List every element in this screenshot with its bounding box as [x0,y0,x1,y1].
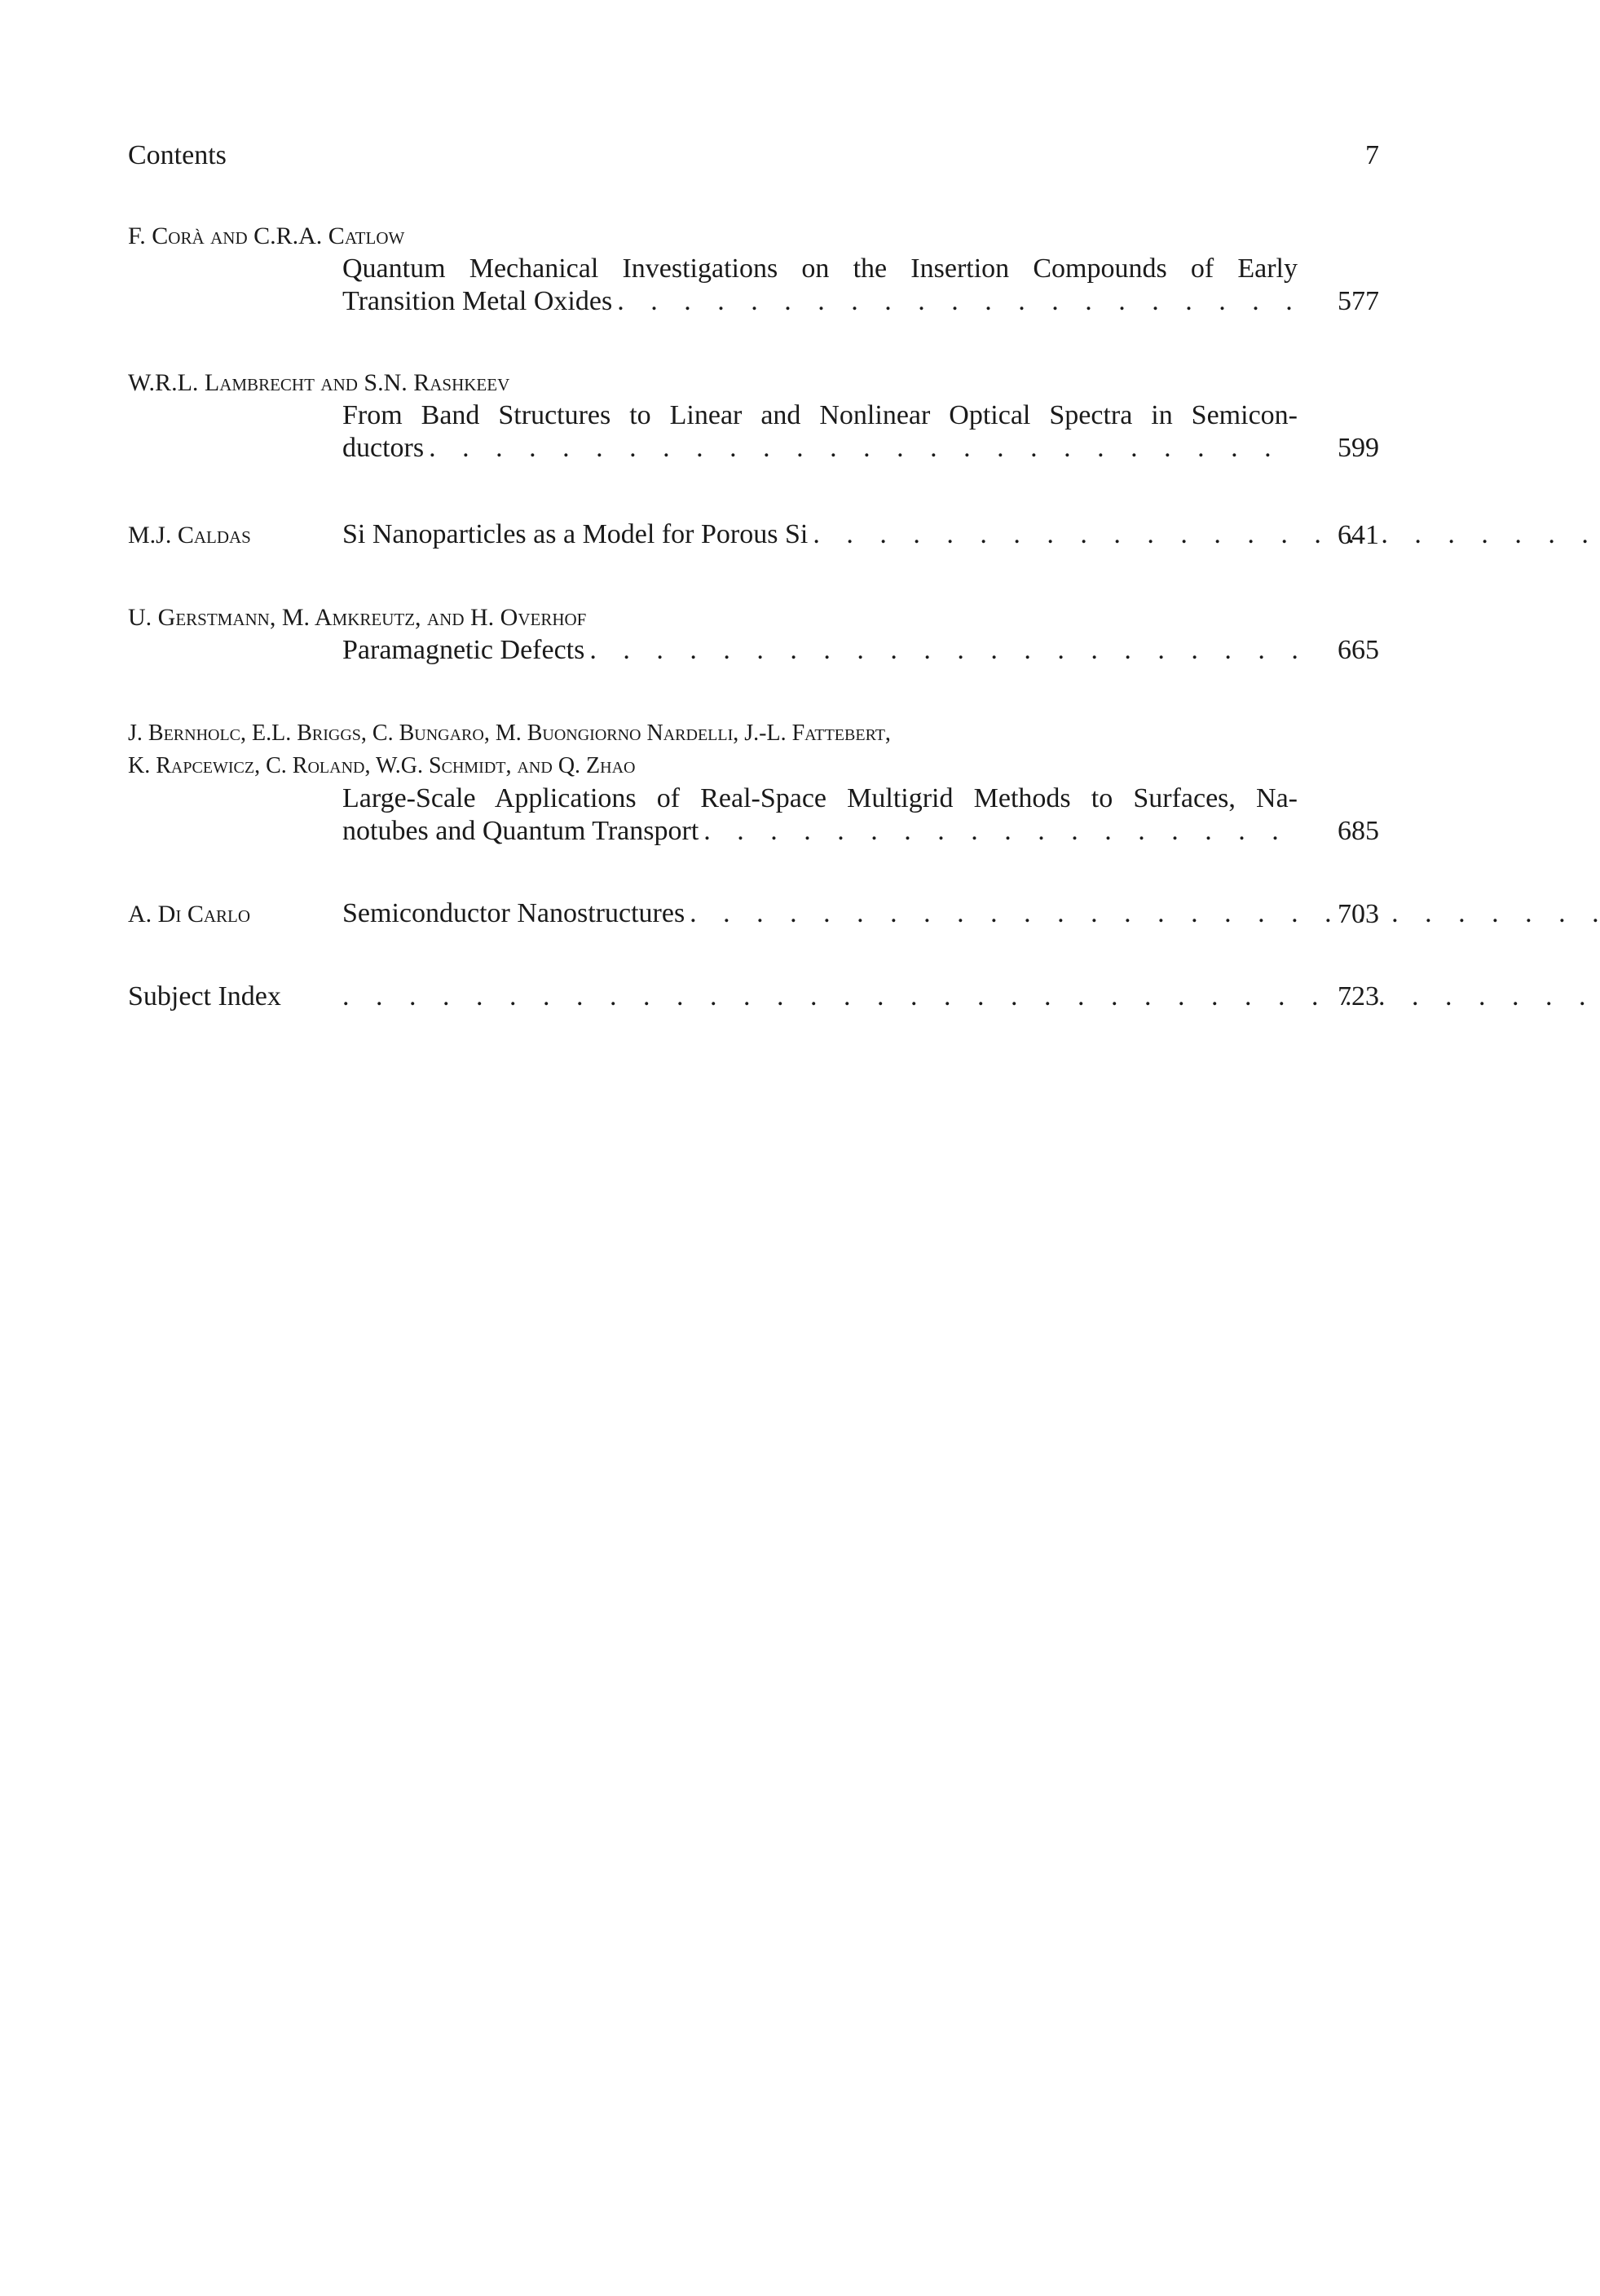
entry-title-last-line [342,285,1298,318]
dot-leader [342,981,1600,1013]
entry-title-line: Large-Scale Applications of Real-Space Multigrid Methods to Surfaces, Na- [342,783,1298,813]
entry-title-line: Quantum Mechanical Investigations on the Insertion Compounds of Early [342,253,1298,284]
dot-leader [617,285,1298,318]
entry-page: 599 [1338,433,1379,463]
toc-entry [128,717,1379,848]
entry-title [342,634,1379,667]
toc-entry [128,981,1379,1013]
entry-authors: A. Di Carlo [128,901,250,928]
entry-authors: U. Gerstmann, M. Amkreutz, and H. Overhof [128,604,587,631]
dot-leader [589,634,1298,667]
entry-title-last-line [342,897,1600,930]
entry-authors: K. Rapcewicz, C. Roland, W.G. Schmidt, and Q. Zhao [128,753,636,778]
entry-title-last-line [342,634,1298,667]
entry-authors: M.J. Caldas [128,522,251,549]
entry-page: 703 [1338,899,1379,929]
entry-title-last: Paramagnetic Defects [342,635,585,665]
dot-leader [703,815,1298,848]
toc-entry [128,220,1379,318]
entry-title-last-line [342,432,1298,465]
entry-authors: F. Corà and C.R.A. Catlow [128,223,405,249]
running-head-title: Contents [128,140,227,170]
entry-title-last: notubes and Quantum Transport [342,816,699,846]
entry-title [342,782,1379,848]
toc-entry [128,897,1379,931]
dot-leader [429,432,1298,465]
entry-page: 665 [1338,635,1379,665]
entry-title [342,253,1379,318]
entry-authors: W.R.L. Lambrecht and S.N. Rashkeev [128,369,510,396]
entry-row [128,897,1379,931]
entry-title-last: Si Nanoparticles as a Model for Porous Si [342,519,809,549]
entry-title-last-line [342,518,1600,551]
entry-page: 723 [1338,981,1379,1011]
entry-title-last-line [342,815,1298,848]
entry-title-last-line [342,981,1600,1013]
entry-title-line: From Band Structures to Linear and Nonlinear Optical Spectra in Semicon- [342,400,1298,430]
entry-page: 577 [1338,286,1379,316]
entry-title-last: Semiconductor Nanostructures [342,898,685,928]
entry-title-last: ductors [342,433,425,463]
toc-entry [128,367,1379,465]
running-head [128,140,1379,181]
subject-index-label: Subject Index [128,981,281,1011]
entry-title-last: Transition Metal Oxides [342,286,613,316]
toc-entry [128,518,1379,552]
page-number: 7 [1365,140,1379,170]
entry-row [128,981,1379,1013]
dot-leader [690,897,1600,930]
entry-row [128,518,1379,552]
toc-entry [128,602,1379,667]
entry-authors: J. Bernholc, E.L. Briggs, C. Bungaro, M. Buongiorno Nardelli, J.-L. Fattebert, [128,721,891,746]
entry-title [342,399,1379,465]
entry-page: 685 [1338,816,1379,846]
entry-page: 641 [1338,520,1379,550]
dot-leader [813,518,1600,551]
